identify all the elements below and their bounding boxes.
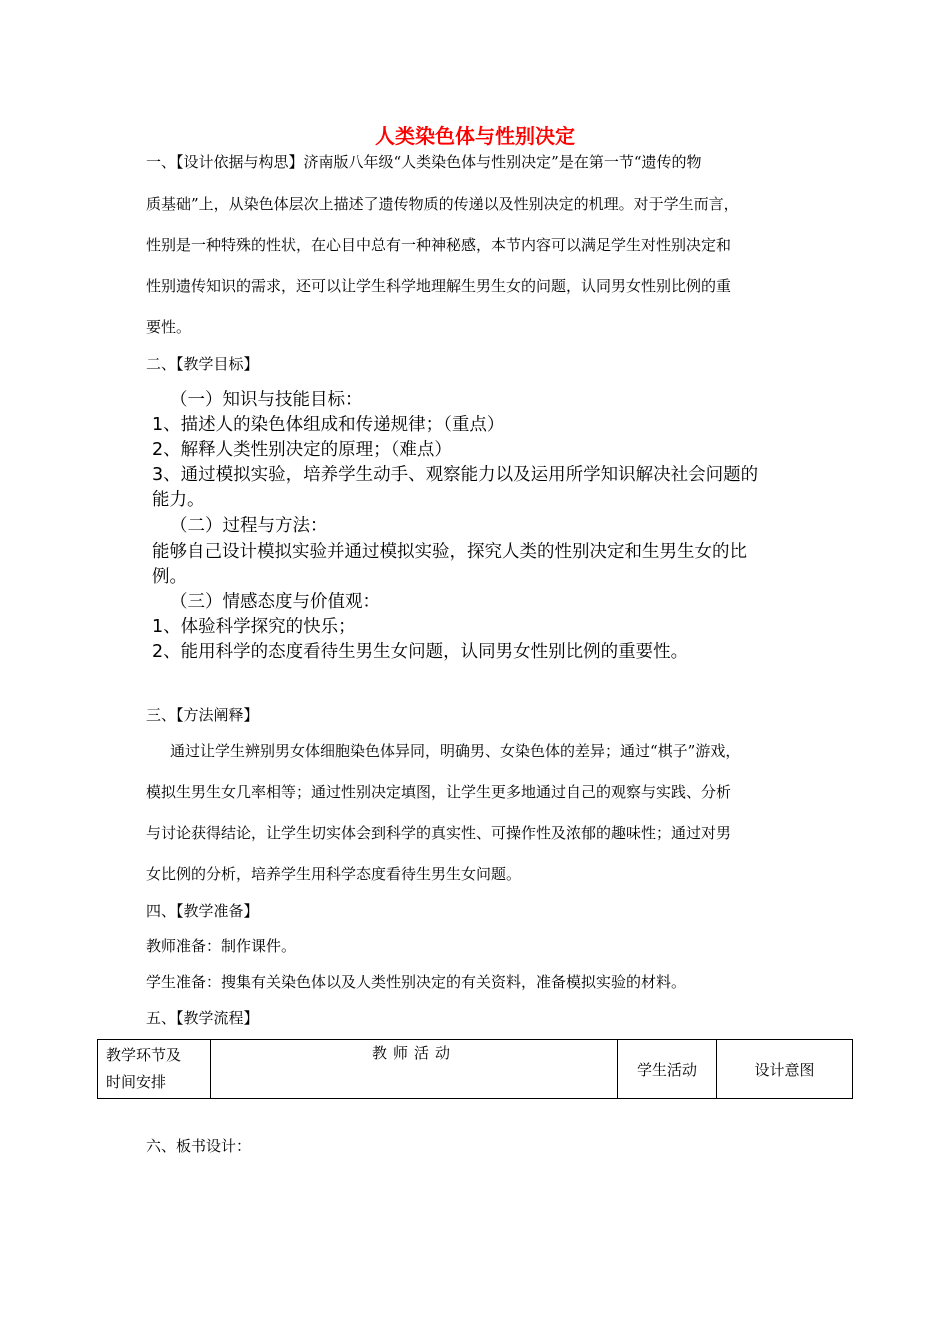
table-row (98, 1040, 853, 1099)
section3-line: 女比例的分析，培养学生用科学态度看待生男生女问题。 (146, 865, 522, 883)
objective-item: 1、描述人的染色体组成和传递规律；（重点） (152, 415, 505, 435)
section3-line: 与讨论获得结论，让学生切实体会到科学的真实性、可操作性及浓郁的趣味性；通过对男 (146, 824, 732, 842)
section1-line: 一、【设计依据与构思】济南版八年级“人类染色体与性别决定”是在第一节“遗传的物 (146, 153, 702, 171)
table-header-student-activity: 学生活动 (618, 1040, 717, 1099)
objective-item: 能力。 (152, 490, 205, 510)
objective-item: 能够自己设计模拟实验并通过模拟实验，探究人类的性别决定和生男生女的比 (152, 542, 747, 562)
objective-item: 2、解释人类性别决定的原理；（难点） (152, 440, 452, 460)
objective-item: 例。 (152, 567, 187, 587)
objective-item: 1、体验科学探究的快乐； (152, 617, 356, 637)
document-title: 人类染色体与性别决定 (375, 124, 575, 148)
teaching-flow-table (97, 1039, 853, 1099)
section4-heading: 四、【教学准备】 (146, 902, 259, 920)
section1-line: 质基础”上，从染色体层次上描述了遗传物质的传递以及性别决定的机理。对于学生而言， (146, 195, 739, 213)
table-header-stage-line1: 教学环节及 (106, 1046, 182, 1064)
objective-item: 3、通过模拟实验，培养学生动手、观察能力以及运用所学知识解决社会问题的 (152, 465, 759, 485)
section3-heading: 三、【方法阐释】 (146, 706, 259, 724)
table-header-stage (98, 1040, 211, 1099)
table-header-stage-line2: 时间安排 (106, 1073, 167, 1091)
section6-heading: 六、板书设计： (146, 1137, 252, 1155)
teacher-preparation: 教师准备：制作课件。 (146, 937, 297, 955)
objective-subheading: （一）知识与技能目标： (170, 390, 363, 410)
table-header-design-intent: 设计意图 (717, 1040, 853, 1099)
table-header-teacher-activity: 教师活动 (211, 1040, 618, 1099)
section1-line: 性别遗传知识的需求，还可以让学生科学地理解生男生女的问题，认同男女性别比例的重 (146, 277, 732, 295)
section1-line: 性别是一种特殊的性状，在心目中总有一种神秘感，本节内容可以满足学生对性别决定和 (146, 236, 732, 254)
section5-heading: 五、【教学流程】 (146, 1009, 259, 1027)
section3-line: 模拟生男生女几率相等；通过性别决定填图，让学生更多地通过自己的观察与实践、分析 (146, 783, 732, 801)
objective-subheading: （三）情感态度与价值观： (170, 592, 380, 612)
student-preparation: 学生准备：搜集有关染色体以及人类性别决定的有关资料，准备模拟实验的材料。 (146, 973, 687, 991)
objective-item: 2、能用科学的态度看待生男生女问题，认同男女性别比例的重要性。 (152, 642, 689, 662)
section2-heading: 二、【教学目标】 (146, 355, 259, 373)
section3-line: 通过让学生辨别男女体细胞染色体异同，明确男、女染色体的差异；通过“棋子”游戏， (170, 742, 741, 760)
section1-line: 要性。 (146, 318, 192, 336)
objective-subheading: （二）过程与方法： (170, 516, 328, 536)
